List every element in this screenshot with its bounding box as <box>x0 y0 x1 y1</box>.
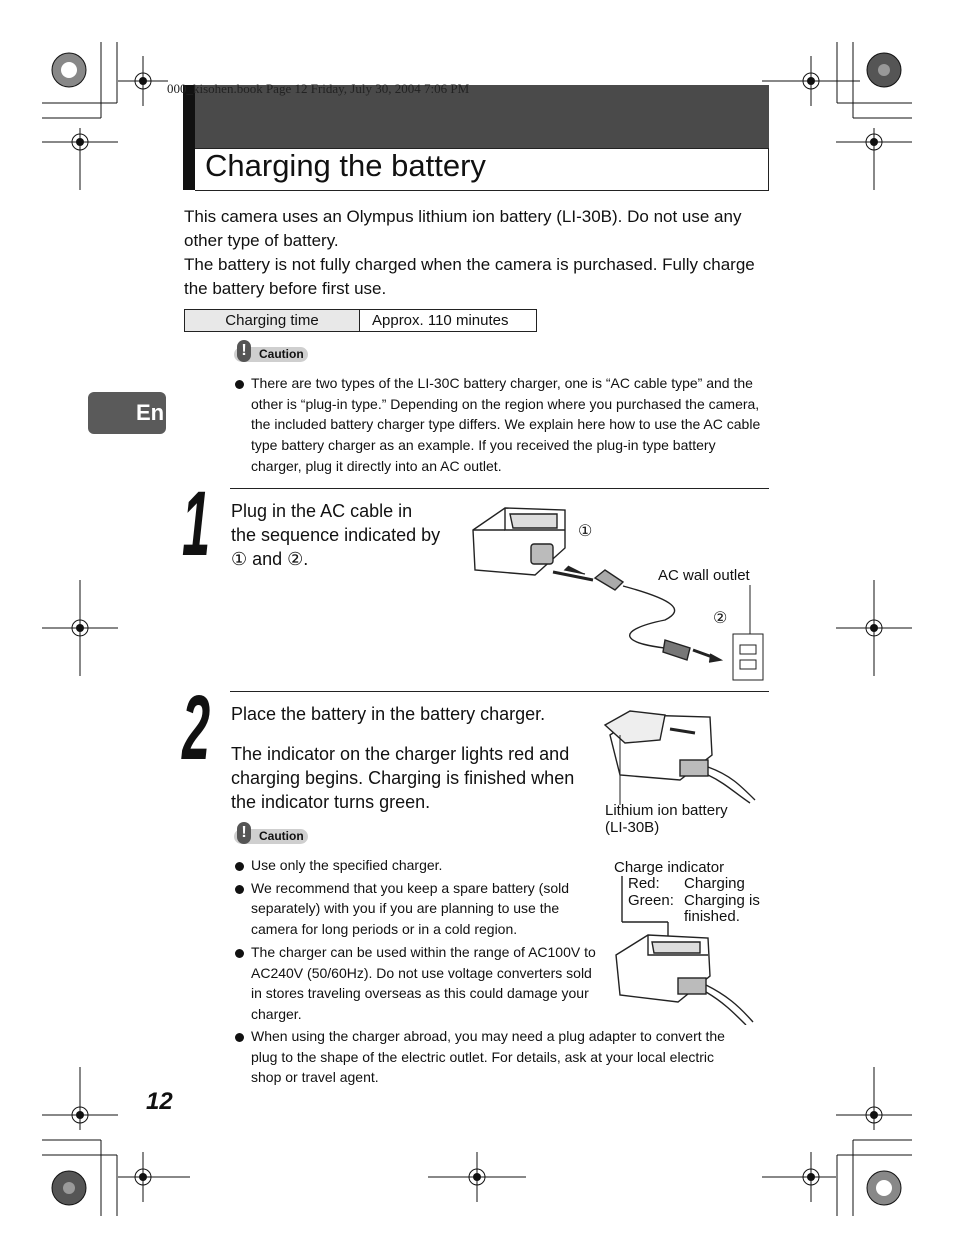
charging-time-key: Charging time <box>185 310 360 332</box>
caution-label: Caution <box>259 829 304 843</box>
caution-list-1 <box>233 373 768 477</box>
caution-list-2b <box>233 1026 743 1088</box>
indicator-title: Charge indicator <box>614 859 725 876</box>
battery-label-line1: Lithium ion battery <box>605 802 728 819</box>
step-number-2: 2 <box>182 677 211 779</box>
step-number-1: 1 <box>182 473 211 575</box>
caution-list-2 <box>233 855 603 1027</box>
step1-rule <box>230 488 769 489</box>
step2-text-2: The indicator on the charger lights red and charging begins. Charging is finished when the indicator turns green. <box>231 744 575 812</box>
marker-1: ① <box>578 523 593 540</box>
indicator-green-key: Green: <box>628 892 674 909</box>
header-accent-bar <box>183 85 195 190</box>
caution-item: Use only the specified charger. <box>233 855 603 876</box>
charging-time-value: Approx. 110 minutes <box>360 310 537 332</box>
battery-charger-illustration <box>600 705 760 805</box>
caution-item: When using the charger abroad, you may need a plug adapter to convert the plug to the shape of the electric outlet. For details, ask at your local electric shop or travel agent. <box>233 1026 743 1088</box>
ac-outlet-label: AC wall outlet <box>658 567 750 584</box>
intro-paragraph-2: The battery is not fully charged when the camera is purchased. Fully charge the battery before first use. <box>184 255 755 298</box>
page-title: Charging the battery <box>205 148 486 183</box>
charger-cable-illustration <box>465 500 765 682</box>
indicator-red-value: Charging <box>684 875 745 892</box>
step2-rule <box>230 691 769 692</box>
book-info-line: 000_kisohen.book Page 12 Friday, July 30, 2004 7:06 PM <box>167 81 470 96</box>
marker-2: ② <box>713 610 728 627</box>
indicator-green-value-2: finished. <box>684 908 740 925</box>
charging-time-table <box>184 309 537 332</box>
intro-paragraph-1: This camera uses an Olympus lithium ion battery (LI-30B). Do not use any other type of battery. <box>184 207 742 250</box>
caution-badge <box>234 824 314 845</box>
exclamation-icon: ! <box>237 340 251 362</box>
caution-item: We recommend that you keep a spare battery (sold separately) with you if you are planning to use the camera for long periods or in a cold region. <box>233 878 603 940</box>
language-tab: En <box>88 392 166 434</box>
exclamation-icon: ! <box>237 822 251 844</box>
charge-indicator-illustration <box>608 870 758 1025</box>
caution-label: Caution <box>259 347 304 361</box>
step2-text-1: Place the battery in the battery charger. <box>231 704 546 724</box>
indicator-green-value: Charging is <box>684 892 760 909</box>
page-number: 12 <box>146 1088 173 1115</box>
battery-label-line2: (LI-30B) <box>605 819 660 836</box>
caution-item: There are two types of the LI-30C battery charger, one is “AC cable type” and the other is “plug-in type.” Depending on the region where you purchased the camera, the included battery charger type differs. We explain here how to use the AC cable type battery charger as an example. If you received the plug-in type battery charger, plug it directly into an AC outlet. <box>233 373 768 477</box>
indicator-red-key: Red: <box>628 875 660 892</box>
caution-badge <box>234 342 314 363</box>
caution-item: The charger can be used within the range of AC100V to AC240V (50/60Hz). Do not use voltage converters sold in stores traveling overseas as this could damage your charger. <box>233 942 603 1025</box>
intro-text <box>184 205 774 301</box>
step1-text: Plug in the AC cable in the sequence indicated by ① and ②. <box>231 501 441 569</box>
